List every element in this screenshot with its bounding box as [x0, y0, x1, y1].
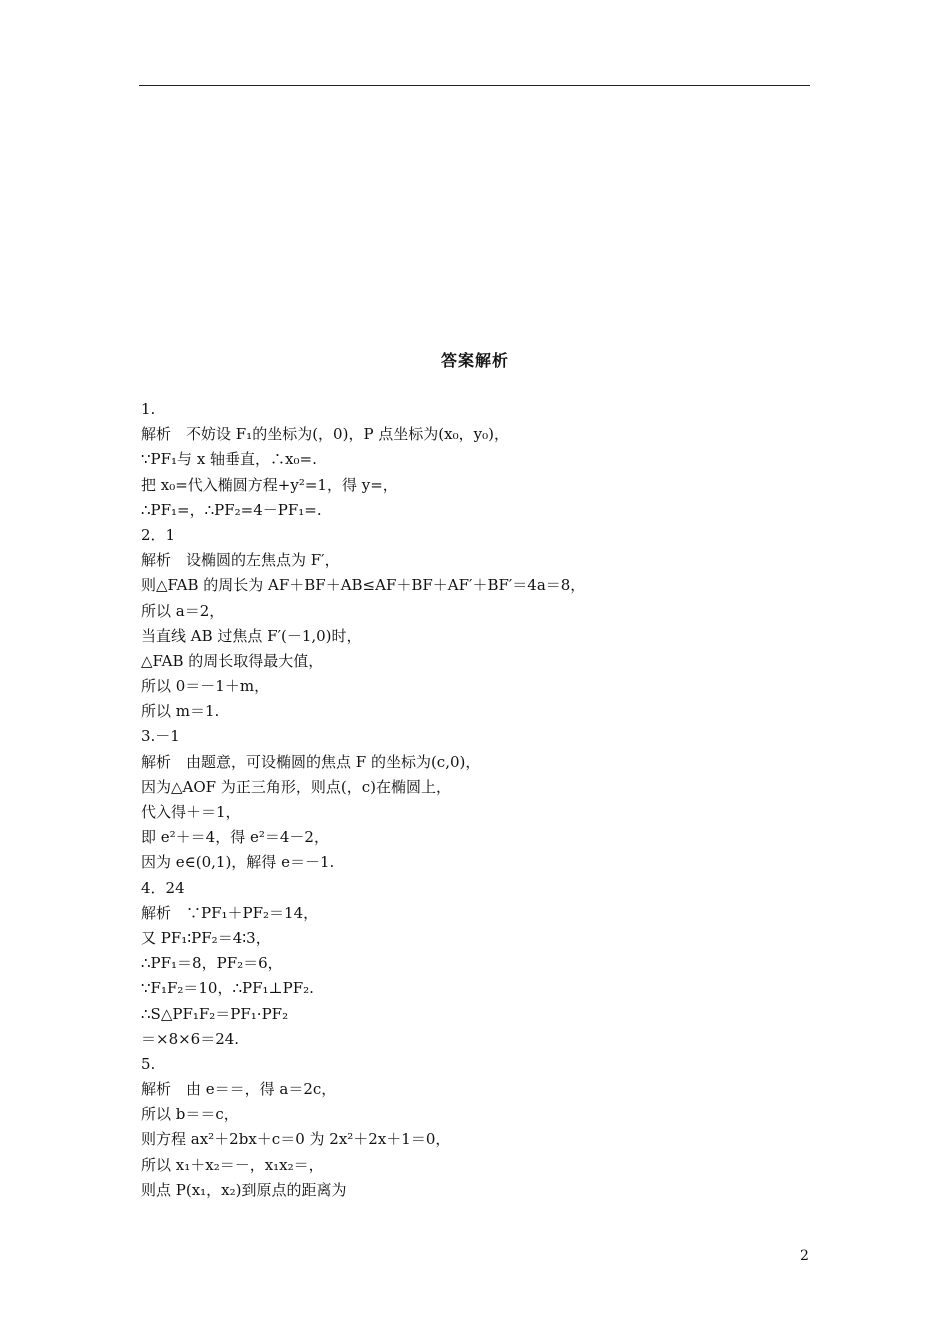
- text-line: 因为 e∈(0,1)，解得 e＝－1.: [141, 853, 335, 872]
- text-line: ∴PF₁＝8，PF₂＝6，: [141, 954, 283, 973]
- text-line: 代入得＋＝1，: [141, 803, 241, 821]
- section-title: 答案解析: [440, 351, 509, 370]
- text-line: 3.－1: [141, 727, 180, 746]
- text-line: 当直线 AB 过焦点 F′(－1,0)时，: [141, 626, 362, 645]
- text-line: ∵PF₁与 x 轴垂直，∴x₀=.: [141, 450, 317, 469]
- text-line: 因为△AOF 为正三角形，则点(，c)在椭圆上，: [141, 777, 451, 796]
- text-line: 把 x₀=代入椭圆方程+y²=1，得 y=，: [141, 475, 398, 494]
- text-line: 解析 由 e＝＝，得 a＝2c，: [141, 1080, 337, 1099]
- text-line: 解析 设椭圆的左焦点为 F′，: [141, 551, 340, 570]
- text-line: 解析 不妨设 F₁的坐标为(，0)，P 点坐标为(x₀，y₀)，: [141, 425, 509, 444]
- text-line: 所以 a＝2，: [141, 601, 225, 620]
- text-line: ∴PF₁=，∴PF₂=4－PF₁=.: [141, 500, 322, 519]
- text-line: △FAB 的周长取得最大值，: [141, 651, 324, 670]
- text-line: 即 e²＋＝4，得 e²＝4－2，: [141, 828, 329, 847]
- answer-content: [141, 397, 821, 1203]
- text-line: ∵F₁F₂＝10，∴PF₁⊥PF₂.: [141, 979, 314, 998]
- text-line: 解析 由题意，可设椭圆的焦点 F 的坐标为(c,0)，: [141, 752, 481, 771]
- text-line: 又 PF₁∶PF₂＝4∶3，: [141, 928, 271, 947]
- text-line: 2．1: [141, 525, 176, 544]
- page-number: 2: [800, 1248, 809, 1264]
- text-line: 则点 P(x₁，x₂)到原点的距离为: [141, 1180, 347, 1199]
- text-line: 4．24: [141, 878, 185, 897]
- text-line: ∴S△PF₁F₂＝PF₁·PF₂: [141, 1004, 289, 1023]
- text-line: 5.: [141, 1054, 156, 1073]
- text-line: ＝×8×6＝24.: [141, 1029, 240, 1048]
- text-line: 所以 x₁＋x₂＝－，x₁x₂＝，: [141, 1155, 324, 1174]
- text-line: 解析 ∵PF₁＋PF₂＝14，: [141, 903, 319, 922]
- text-line: 所以 m＝1.: [141, 702, 220, 721]
- text-line: 所以 b＝＝c，: [141, 1105, 239, 1124]
- text-line: 1.: [141, 400, 156, 418]
- header-rule: [139, 85, 810, 86]
- text-line: 则△FAB 的周长为 AF＋BF＋AB≤AF＋BF＋AF′＋BF′＝4a＝8，: [141, 576, 586, 595]
- text-line: 所以 0＝－1＋m，: [141, 677, 270, 696]
- text-line: 则方程 ax²＋2bx＋c＝0 为 2x²＋2x＋1＝0，: [141, 1130, 451, 1149]
